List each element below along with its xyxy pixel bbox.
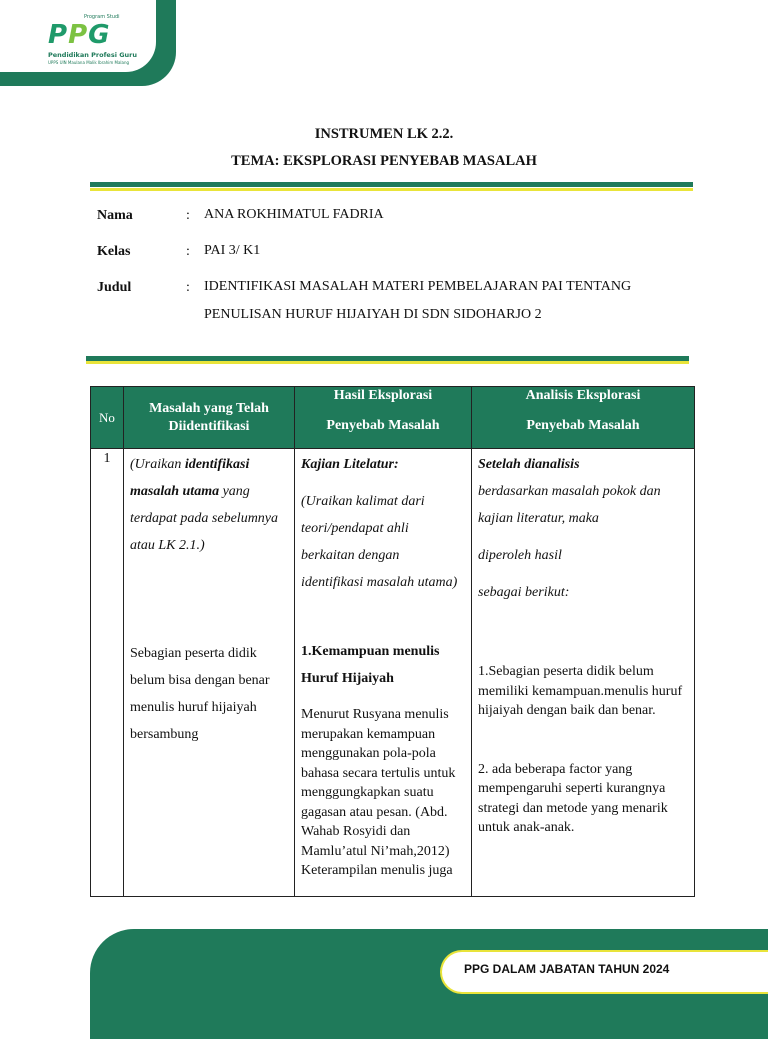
divider-yellow-top xyxy=(90,188,693,191)
header-analysis-line1: Analisis Eksplorasi xyxy=(525,388,641,403)
analysis-cell xyxy=(472,449,695,897)
class-label: Kelas xyxy=(97,244,131,259)
document-theme: TEMA: EKSPLORASI PENYEBAB MASALAH xyxy=(231,153,537,169)
header-problem-line2: Diidentifikasi xyxy=(168,418,250,434)
ppg-logo xyxy=(44,14,144,66)
analysis-hint-line2: diperoleh hasil xyxy=(478,548,562,563)
header-exploration-line2: Penyebab Masalah xyxy=(326,418,440,433)
header-exploration xyxy=(295,387,472,449)
name-value: ANA ROKHIMATUL FADRIA xyxy=(204,207,384,222)
name-label: Nama xyxy=(97,208,133,223)
analysis-hint-line3: sebagai berikut: xyxy=(478,585,570,600)
table-row xyxy=(91,449,695,897)
document-title: INSTRUMEN LK 2.2. xyxy=(314,126,454,142)
problem-hint xyxy=(130,451,288,559)
exploration-subheading: 1.Kemampuan menulis Huruf Hijaiyah xyxy=(301,644,440,686)
problem-hint-part2: yang terdapat pada sebelumnya atau LK 2.1.) xyxy=(130,484,279,553)
divider-green-top xyxy=(90,182,693,187)
header-problem-line1: Masalah yang Telah xyxy=(149,400,269,416)
header-analysis xyxy=(472,387,695,449)
exploration-heading: Kajian Litelatur: xyxy=(301,457,399,472)
title-value-line2: PENULISAN HURUF HIJAIYAH DI SDN SIDOHARJO 2 xyxy=(204,307,542,322)
footer-label: PPG DALAM JABATAN TAHUN 2024 xyxy=(464,962,670,976)
header-exploration-line1: Hasil Eksplorasi xyxy=(333,388,433,403)
problem-content: Sebagian peserta didik belum bisa dengan benar menulis huruf hijaiyah bersambung xyxy=(130,646,270,742)
title-colon: : xyxy=(186,280,190,295)
exploration-table xyxy=(90,386,695,897)
name-colon: : xyxy=(186,208,190,223)
title-value xyxy=(204,273,684,329)
divider-yellow-bottom xyxy=(86,361,689,364)
logo-institution: UPPS UIN Maulana Malik Ibrahim Malang xyxy=(48,60,130,65)
logo-tagline: Pendidikan Profesi Guru xyxy=(48,51,137,59)
header-problem xyxy=(124,387,295,449)
class-colon: : xyxy=(186,244,190,259)
problem-hint-bold: identifikasi masalah utama xyxy=(130,457,250,499)
problem-hint-part1: (Uraikan xyxy=(130,457,185,472)
analysis-point-2: 2. ada beberapa factor yang mempengaruhi seperti kurangnya strategi dan metode yang menarik untuk anak-anak. xyxy=(478,761,668,835)
exploration-hint: (Uraikan kalimat dari teori/pendapat ahli berkaitan dengan identifikasi masalah utama) xyxy=(301,494,458,590)
title-label: Judul xyxy=(97,280,132,295)
problem-cell xyxy=(124,449,295,897)
exploration-cell xyxy=(295,449,472,897)
table-header-row xyxy=(91,387,695,449)
class-value: PAI 3/ K1 xyxy=(204,243,261,258)
analysis-point-1: 1.Sebagian peserta didik belum memiliki kemampuan.menulis huruf hijaiyah dengan baik dan benar. xyxy=(478,664,683,718)
analysis-hint-line1: berdasarkan masalah pokok dan kajian literatur, maka xyxy=(478,484,661,526)
exploration-content: Menurut Rusyana menulis merupakan kemampuan menggunakan pola-pola bahasa secara tertulis untuk menggungkapkan suatu gagasan atau pesan. (Abd. Wahab Rosyidi dan Mamlu’atul Ni’mah,2012) Keterampilan menulis juga xyxy=(301,707,456,878)
header-no: No xyxy=(91,387,124,449)
header-analysis-line2: Penyebab Masalah xyxy=(526,418,640,433)
logo-tagline-top: Program Studi xyxy=(84,14,120,20)
row-number: 1 xyxy=(91,449,124,897)
analysis-heading: Setelah dianalisis xyxy=(478,457,580,472)
logo-brand: PPG xyxy=(48,20,111,50)
title-value-line1: IDENTIFIKASI MASALAH MATERI PEMBELAJARAN PAI TENTANG xyxy=(204,279,632,294)
